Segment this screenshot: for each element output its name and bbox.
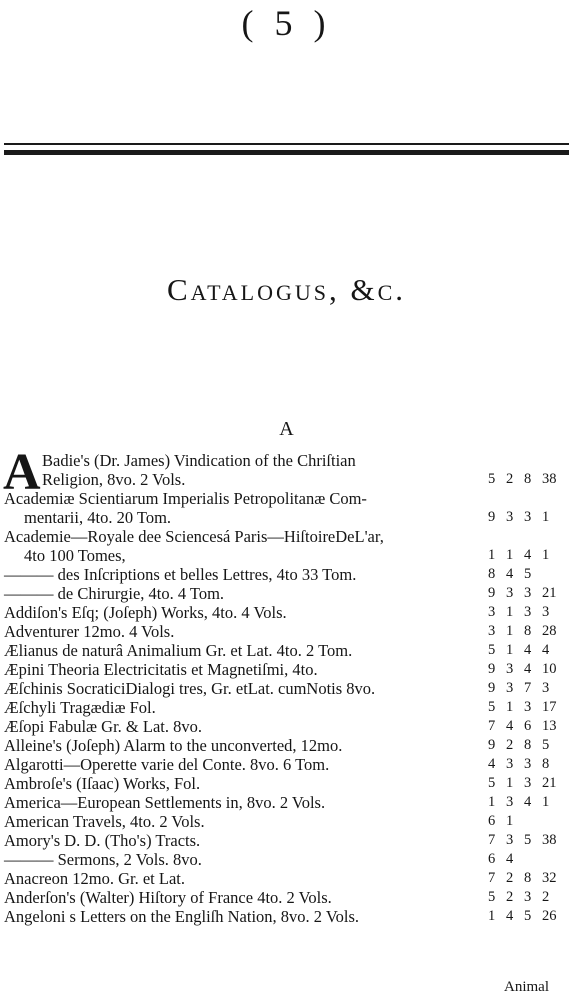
catalogue-entry [0,717,573,736]
entry-shelf-numbers [488,793,566,812]
entry-shelf-numbers [488,774,566,793]
shelf-number: 6 [488,851,496,867]
shelf-number: 8 [524,623,532,639]
top-rule-thin [4,143,569,145]
shelf-number: 4 [506,851,514,867]
shelf-number: 1 [506,642,514,658]
shelf-number: 5 [524,908,532,924]
shelf-number: 3 [524,889,532,905]
entry-title: American Travels, 4to. 2 Vols. [4,812,205,831]
top-rule-thick [4,150,569,155]
shelf-number: 1 [488,908,496,924]
shelf-number: 5 [488,889,496,905]
shelf-number: 8 [524,471,532,487]
entry-shelf-numbers [488,812,566,831]
shelf-number: 1 [488,547,496,563]
shelf-number: 3 [524,604,532,620]
shelf-number: 8 [524,737,532,753]
entry-title: ——— des Inſcriptions et belles Lettres, 4to 33 Tom. [4,565,357,584]
shelf-number: 1 [506,623,514,639]
entry-shelf-numbers [488,470,566,489]
shelf-number: 3 [524,585,532,601]
shelf-number: 1 [542,794,550,810]
catalogue-entry [0,489,573,527]
page-number: ( 5 ) [241,3,332,43]
shelf-number: 2 [506,870,514,886]
shelf-number: 7 [488,718,496,734]
shelf-number: 3 [524,775,532,791]
shelf-number: 1 [542,509,550,525]
catalogue-entry [0,565,573,584]
entry-title: Æſchinis SocraticiDialogi tres, Gr. etLat. cumNotis 8vo. [4,679,376,698]
shelf-number: 5 [524,566,532,582]
shelf-number: 3 [506,661,514,677]
shelf-number: 8 [488,566,496,582]
shelf-number: 21 [542,775,557,791]
entry-title: Anderſon's (Walter) Hiſtory of France 4to. 2 Vols. [4,888,332,907]
entry-shelf-numbers [488,565,566,584]
shelf-number: 32 [542,870,557,886]
entry-shelf-numbers [488,831,566,850]
shelf-number: 3 [506,585,514,601]
entry-title: Æpini Theoria Electricitatis et Magnetiſmi, 4to. [4,660,318,679]
shelf-number: 1 [506,813,514,829]
shelf-number: 3 [506,832,514,848]
catalogue-entry [0,755,573,774]
entry-title: Ælianus de naturâ Animalium Gr. et Lat. 4to. 2 Tom. [4,641,353,660]
catalogue-entry [0,641,573,660]
catalogue-entry [0,698,573,717]
entry-shelf-numbers [488,869,566,888]
shelf-number: 2 [506,737,514,753]
shelf-number: 5 [488,775,496,791]
shelf-number: 4 [506,908,514,924]
entry-shelf-numbers [488,679,566,698]
entry-title: Algarotti—Operette varie del Conte. 8vo. 6 Tom. [4,755,330,774]
catalogue-entry [0,888,573,907]
section-letter: A [279,418,294,440]
entry-shelf-numbers [488,850,566,869]
shelf-number: 3 [524,699,532,715]
entry-title-continuation: mentarii, 4to. 20 Tom. [24,508,172,527]
shelf-number: 4 [506,566,514,582]
shelf-number: 4 [506,718,514,734]
catalogue-entry [0,793,573,812]
shelf-number: 26 [542,908,557,924]
shelf-number: 13 [542,718,557,734]
shelf-number: 7 [488,870,496,886]
catchword: Animal [504,979,549,995]
entry-shelf-numbers [488,660,566,679]
shelf-number: 1 [506,547,514,563]
shelf-number: 1 [506,775,514,791]
shelf-number: 3 [506,680,514,696]
shelf-number: 3 [542,604,550,620]
catalogue-entry [0,831,573,850]
shelf-number: 17 [542,699,557,715]
catalogue-entry [0,622,573,641]
entry-title: Æſchyli Tragædiæ Fol. [4,698,156,717]
shelf-number: 9 [488,585,496,601]
shelf-number: 38 [542,471,557,487]
shelf-number: 3 [488,623,496,639]
shelf-number: 3 [488,604,496,620]
catalogue-entry [0,527,573,565]
entry-title: ——— de Chirurgie, 4to. 4 Tom. [4,584,225,603]
entry-title-continuation: 4to 100 Tomes, [24,546,126,565]
shelf-number: 4 [524,547,532,563]
entry-shelf-numbers [488,755,566,774]
catalogue-entry [0,584,573,603]
shelf-number: 38 [542,832,557,848]
shelf-number: 3 [542,680,550,696]
shelf-number: 9 [488,661,496,677]
catalogue-entry [0,812,573,831]
shelf-number: 1 [506,699,514,715]
entry-title: Amory's D. D. (Tho's) Tracts. [4,831,201,850]
shelf-number: 5 [488,699,496,715]
shelf-number: 3 [524,756,532,772]
shelf-number: 28 [542,623,557,639]
catalogue-entry [0,736,573,755]
catalogue-entry [0,774,573,793]
entry-title: Badie's (Dr. James) Vindication of the Chriſtian [42,451,356,470]
shelf-number: 7 [488,832,496,848]
catalogue-entries [0,444,573,926]
entry-shelf-numbers [488,717,566,736]
shelf-number: 4 [488,756,496,772]
entry-shelf-numbers [488,698,566,717]
entry-title: Ambroſe's (Iſaac) Works, Fol. [4,774,201,793]
shelf-number: 9 [488,737,496,753]
entry-shelf-numbers [488,641,566,660]
entry-shelf-numbers [488,907,566,926]
shelf-number: 6 [524,718,532,734]
catalogue-entry [0,679,573,698]
entry-title: Addiſon's Eſq; (Joſeph) Works, 4to. 4 Vols. [4,603,287,622]
entry-title: ——— Sermons, 2 Vols. 8vo. [4,850,202,869]
catalogue-entry [0,907,573,926]
entry-shelf-numbers [488,603,566,622]
page-title: Catalogus, &c. [166,272,407,307]
shelf-number: 8 [524,870,532,886]
catalogue-entry [0,660,573,679]
entry-title: Æſopi Fabulæ Gr. & Lat. 8vo. [4,717,202,736]
entry-title: Angeloni s Letters on the Engliſh Nation, 8vo. 2 Vols. [4,907,360,926]
shelf-number: 3 [506,509,514,525]
shelf-number: 4 [524,794,532,810]
shelf-number: 4 [524,661,532,677]
entry-shelf-numbers [488,508,566,527]
entry-shelf-numbers [488,584,566,603]
entry-title: America—European Settlements in, 8vo. 2 Vols. [4,793,326,812]
shelf-number: 2 [542,889,550,905]
shelf-number: 9 [488,509,496,525]
entry-title: Anacreon 12mo. Gr. et Lat. [4,869,185,888]
shelf-number: 6 [488,813,496,829]
shelf-number: 3 [506,794,514,810]
catalogue-entry [0,869,573,888]
catalogue-entry [0,603,573,622]
entry-title-continuation: Religion, 8vo. 2 Vols. [42,470,186,489]
entry-title: Academiæ Scientiarum Imperialis Petropolitanæ Com- [4,489,367,508]
shelf-number: 10 [542,661,557,677]
shelf-number: 5 [488,471,496,487]
entry-shelf-numbers [488,888,566,907]
shelf-number: 5 [488,642,496,658]
shelf-number: 1 [488,794,496,810]
shelf-number: 5 [542,737,550,753]
shelf-number: 3 [524,509,532,525]
shelf-number: 5 [524,832,532,848]
entry-title: Adventurer 12mo. 4 Vols. [4,622,175,641]
shelf-number: 1 [506,604,514,620]
entry-shelf-numbers [488,546,566,565]
shelf-number: 2 [506,471,514,487]
shelf-number: 2 [506,889,514,905]
shelf-number: 9 [488,680,496,696]
shelf-number: 8 [542,756,550,772]
shelf-number: 7 [524,680,532,696]
entry-title: Alleine's (Joſeph) Alarm to the unconverted, 12mo. [4,736,343,755]
shelf-number: 1 [542,547,550,563]
catalogue-entry [0,850,573,869]
entry-shelf-numbers [488,736,566,755]
entry-title: Academie—Royale dee Sciencesá Paris—HiſtoireDeL'ar, [4,527,384,546]
shelf-number: 3 [506,756,514,772]
drop-cap-letter: A [3,444,41,501]
shelf-number: 4 [542,642,550,658]
shelf-number: 4 [524,642,532,658]
entry-shelf-numbers [488,622,566,641]
shelf-number: 21 [542,585,557,601]
